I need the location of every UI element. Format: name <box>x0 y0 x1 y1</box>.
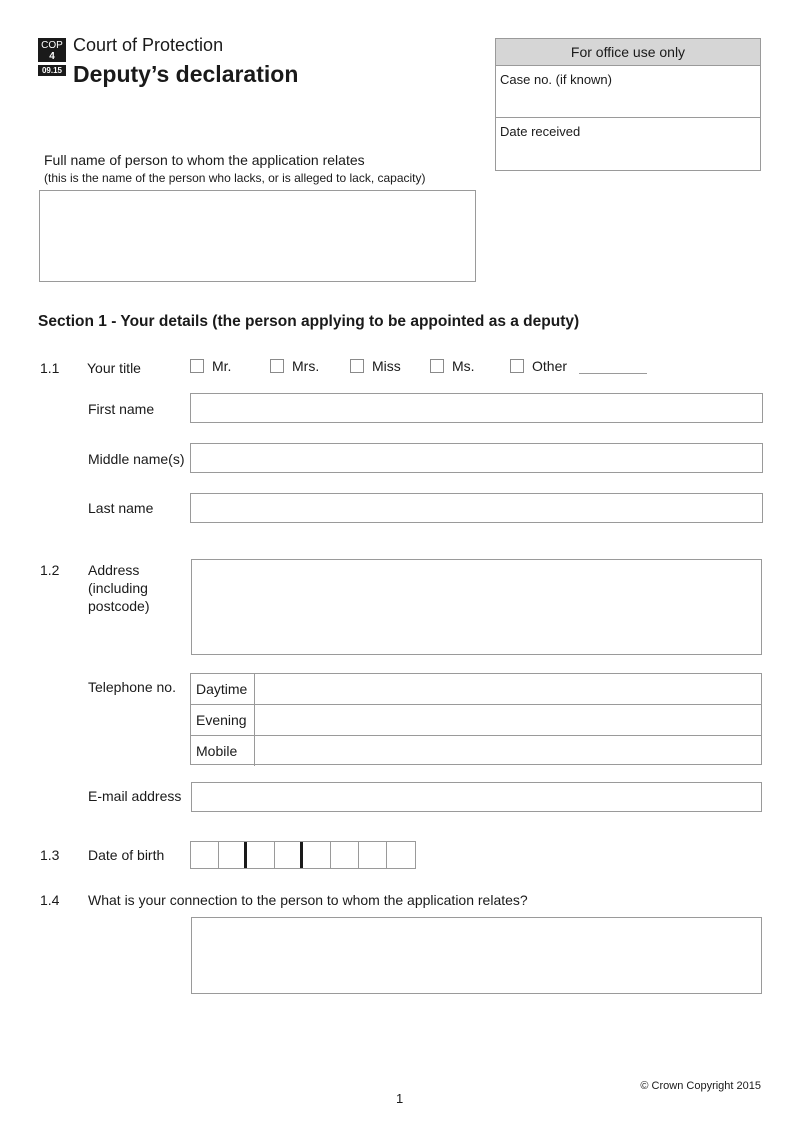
dob-label: Date of birth <box>88 847 165 863</box>
copyright: © Crown Copyright 2015 <box>640 1080 761 1092</box>
checkbox[interactable] <box>510 359 524 373</box>
dob-day-digit-1[interactable] <box>191 842 219 868</box>
dob-day-digit-2[interactable] <box>219 842 247 868</box>
page-number: 1 <box>396 1091 404 1106</box>
question-number-1-3: 1.3 <box>40 847 60 863</box>
dob-year-digit-3[interactable] <box>359 842 387 868</box>
address-input[interactable] <box>191 559 762 655</box>
title-option-label: Miss <box>372 358 401 374</box>
daytime-phone-label: Daytime <box>191 674 255 704</box>
title-option-mrs[interactable] <box>270 358 319 374</box>
last-name-input[interactable] <box>190 493 763 523</box>
address-label-line-2: (including <box>88 580 148 596</box>
checkbox[interactable] <box>270 359 284 373</box>
question-number-1-1: 1.1 <box>40 360 60 376</box>
section-1-heading: Section 1 - Your details (the person applying to be appointed as a deputy) <box>38 313 580 330</box>
evening-phone-input[interactable] <box>255 705 761 735</box>
middle-name-input[interactable] <box>190 443 763 473</box>
dob-year-digit-1[interactable] <box>303 842 331 868</box>
person-name-sublabel: (this is the name of the person who lacks, or is alleged to lack, capacity) <box>44 171 426 185</box>
title-option-ms[interactable] <box>430 358 475 374</box>
checkbox[interactable] <box>430 359 444 373</box>
person-name-input[interactable] <box>39 190 476 282</box>
court-name: Court of Protection <box>73 35 224 55</box>
connection-label: What is your connection to the person to whom the application relates? <box>88 892 528 908</box>
address-label-line-3: postcode) <box>88 598 150 614</box>
dob-input[interactable] <box>190 841 416 869</box>
page-title: Deputy’s declaration <box>73 61 299 87</box>
date-received-field[interactable] <box>496 118 760 170</box>
question-number-1-2: 1.2 <box>40 562 60 578</box>
question-number-1-4: 1.4 <box>40 892 60 908</box>
email-input[interactable] <box>191 782 762 812</box>
title-option-label: Mr. <box>212 358 232 374</box>
title-option-label: Mrs. <box>292 358 320 374</box>
office-use-heading: For office use only <box>496 39 760 66</box>
last-name-label: Last name <box>88 500 154 516</box>
title-option-miss[interactable] <box>350 358 401 374</box>
title-option-label: Other <box>532 358 568 374</box>
title-option-mr[interactable] <box>190 358 231 374</box>
badge-number: 4 <box>49 51 55 62</box>
badge-code: COP <box>41 40 63 51</box>
dob-month-digit-1[interactable] <box>247 842 275 868</box>
first-name-input[interactable] <box>190 393 763 423</box>
dob-year-digit-2[interactable] <box>331 842 359 868</box>
title-label: Your title <box>87 360 141 376</box>
telephone-table <box>190 673 762 765</box>
person-name-label: Full name of person to whom the application relates <box>44 152 365 168</box>
dob-month-digit-2[interactable] <box>275 842 303 868</box>
checkbox[interactable] <box>350 359 364 373</box>
middle-name-label: Middle name(s) <box>88 451 185 467</box>
checkbox[interactable] <box>190 359 204 373</box>
mobile-phone-input[interactable] <box>255 736 761 766</box>
daytime-phone-input[interactable] <box>255 674 761 704</box>
case-number-label: Case no. (if known) <box>500 72 612 87</box>
address-label: Address <box>88 562 140 578</box>
date-received-label: Date received <box>500 124 581 139</box>
first-name-label: First name <box>88 401 155 417</box>
form-code-badge <box>38 38 66 76</box>
evening-phone-label: Evening <box>191 705 255 735</box>
telephone-label: Telephone no. <box>88 679 176 695</box>
office-use-box <box>495 38 761 171</box>
other-title-input[interactable] <box>579 373 647 374</box>
dob-year-digit-4[interactable] <box>387 842 415 868</box>
connection-input[interactable] <box>191 917 762 994</box>
badge-version: 09.15 <box>41 66 63 75</box>
case-number-field[interactable] <box>496 66 760 118</box>
email-label: E-mail address <box>88 788 182 804</box>
title-option-label: Ms. <box>452 358 475 374</box>
title-option-other[interactable] <box>510 358 567 374</box>
mobile-phone-label: Mobile <box>191 736 255 766</box>
